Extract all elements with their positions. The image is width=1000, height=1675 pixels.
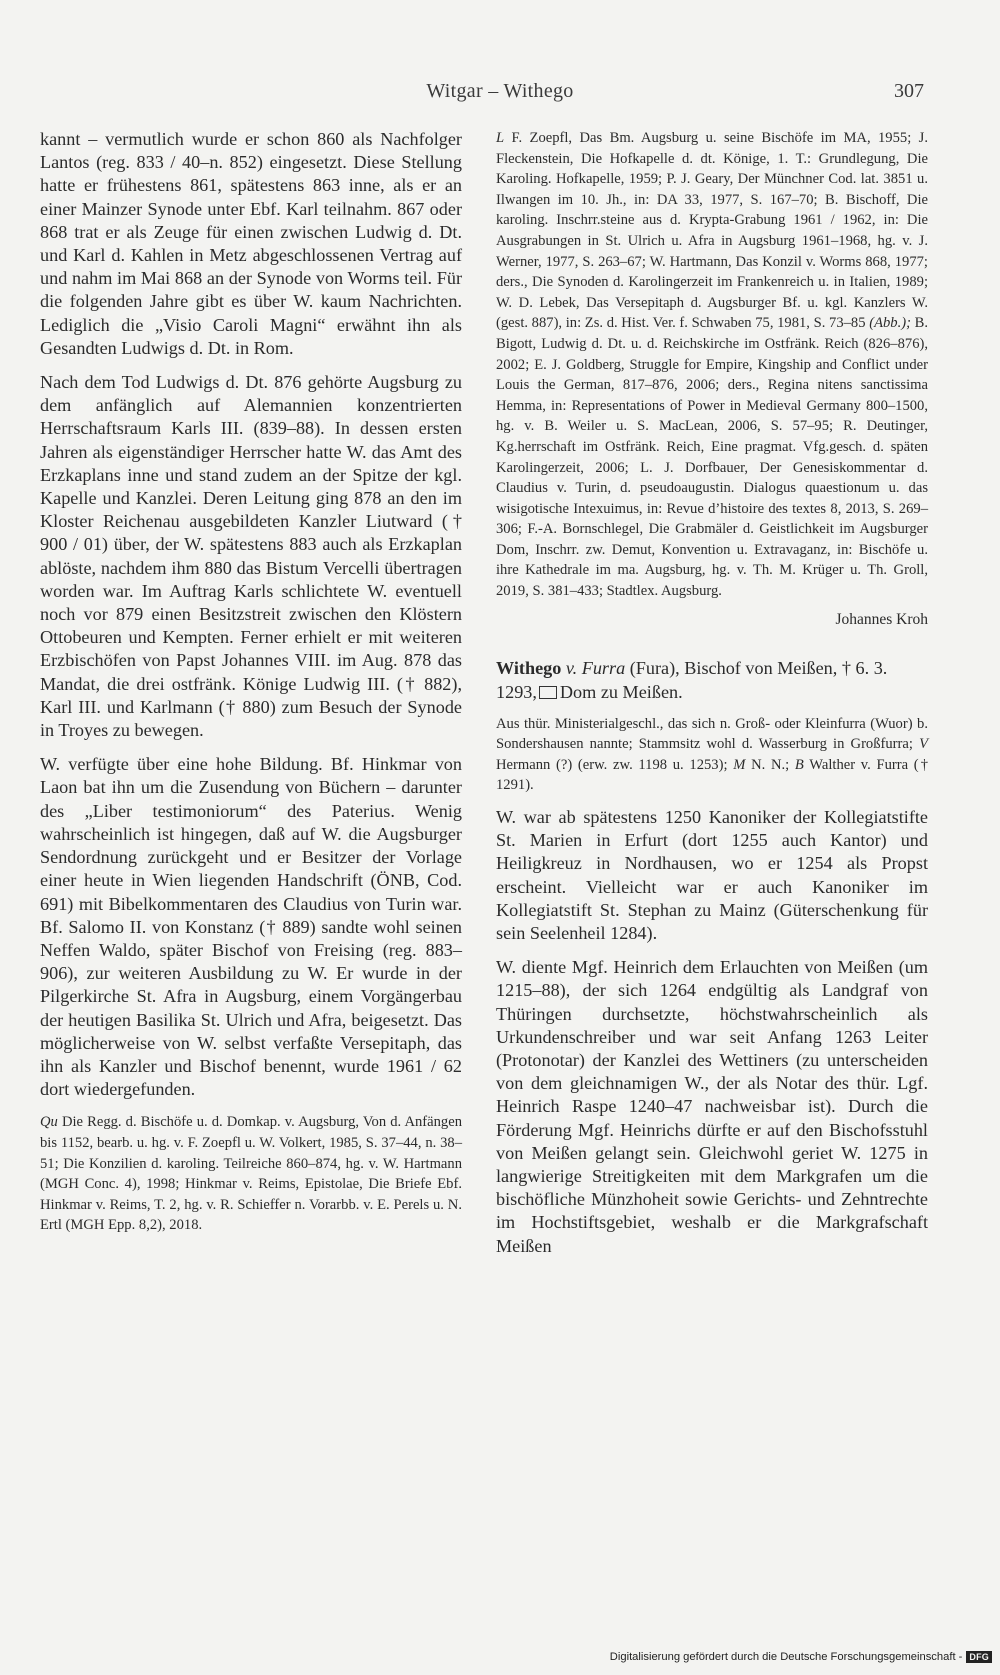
left-column	[40, 128, 462, 1244]
running-header	[0, 80, 1000, 110]
literature-text-a: F. Zoepfl, Das Bm. Augsburg u. seine Bischöfe im MA, 1955; J. Fleckenstein, Die Hofkapelle d. dt. Könige, 1. T.: Grundlegung, Die Karoling. Hofkapelle, 1959; P. J. Geary, Der Münchner Cod. lat. 3851 u. Ilwangen im 10. Jh., in: DA 33, 1977, S. 167–70; B. Bischoff, Die karoling. Inschrr.steine aus d. Krypta-Grabung 1961 / 1962, in: Die Ausgrabungen in St. Ulrich u. Afra in Augsburg 1961–1968, hg. v. J. Werner, 1977, S. 263–67; W. Hartmann, Das Konzil v. Worms 868, 1977; ders., Die Synoden d. Karolingerzeit im Frankenreich u. in Italien, 1989; W. D. Lebek, Das Versepitaph d. Augsburger Bf. u. kgl. Kanzlers W. (gest. 887), in: Zs. d. Hist. Ver. f. Schwaben 75, 1981, S. 73–85	[496, 130, 928, 332]
mother-text: N. N.;	[751, 756, 790, 773]
entry-place: Furra	[581, 657, 626, 678]
genealogy-text: Aus thür. Ministerialgeschl., das sich n. Groß- oder Kleinfurra (Wuor) b. Sondershausen nannte; Stammsitz wohl d. Wasserburg in Großfurra;	[496, 715, 928, 753]
literature-text-b: B. Bigott, Ludwig d. Dt. u. d. Reichskirche im Ostfränk. Reich (826–876), 2002; E. J. Goldberg, Struggle for Empire, Kingship and Conflict under Louis the German, 817–876, 2006; ders., Regina nitens sanctissima Hemma, in: Representations of Power in Medieval Germany 800–1500, hg. v. B. Weiler u. S. MacLean, 2006, S. 57–95; R. Deutinger, Kg.herrschaft im Ostfränk. Reich, Eine pragmat. Vfg.gesch. d. späten Karolingerzeit, 2006; L. J. Dorfbauer, Der Genesiskommentar d. Claudius v. Turin, d. pseudoaugustin. Dialogus quaestionum u. das wisigotische Intexuimus, in: Revue d’histoire des textes 8, 2013, S. 269–306; F.-A. Bornschlegel, Die Grabmäler d. Geistlichkeit im Augsburger Dom, Inschrr. zw. Demut, Konvention u. Extravaganz, in: Bischöfe u. ihre Kathedrale im ma. Augsburg, hg. v. Th. M. Krüger u. Th. Groll, 2019, S. 381–433; Stadtlex. Augsburg.	[496, 315, 929, 600]
footer-text: Digitalisierung gefördert durch die Deutsche Forschungsgemeinschaft -	[609, 1651, 963, 1663]
brother-text: Walther v. Furra († 1291).	[496, 756, 928, 794]
left-paragraph-2: Nach dem Tod Ludwigs d. Dt. 876 gehörte Augsburg zu dem anfänglich auf Alemannien konzentrierten Herrschaftsraum Karls III. (839–88). In dessen ersten Jahren als eigenständiger Herrscher hatte W. das Amt des Erzkaplans inne und stand zudem an der Spitze der kgl. Kapelle und Kanzlei. Deren Leitung ging 878 an den im Kloster Reichenau ausgebildeten Kanzler Liutward († 900 / 01) über, der W. spätestens 883 auch als Erzkaplan ablöste, nachdem ihm 880 das Bistum Vercelli übertragen worden war. Im Auftrag Karls schlichtete W. eventuell noch vor 879 einen Besitzstreit zwischen den Klöstern Ottobeuren und Kempten. Ferner erhielt er mit weiteren Erzbischöfen von Papst Johannes VIII. im Aug. 878 das Mandat, die drei ostfränk. Könige Ludwig III. († 882), Karl III. und Karlmann († 880) zum Besuch der Synode in Troyes zu bewegen.	[40, 372, 462, 741]
sources-block	[40, 1112, 462, 1236]
dfg-logo: DFG	[966, 1651, 992, 1663]
brother-marker: B	[794, 756, 804, 773]
left-paragraph-3: W. verfügte über eine hohe Bildung. Bf. Hinkmar von Laon bat ihn um die Zusendung von Büchern – darunter des „Liber testimoniorum“ des Paterius. Wenig wahrscheinlich ist hingegen, daß auf W. die Augsburger Sendordnung zurückgeht und er Besitzer der Vorlage einer heute in Wien liegenden Handschrift (ÖNB, Cod. 691) mit Bibelkommentaren des Claudius von Turin war. Bf. Salomo II. von Konstanz († 889) sandte wohl seinen Neffen Waldo, später Bischof von Freising (reg. 883–906), zur weiteren Ausbildung zu W. Er wurde in der Pilgerkirche St. Afra in Augsburg, einem Vorgängerbau der heutigen Basilika St. Ulrich und Afra, beigesetzt. Das möglicherweise von W. selbst verfaßte Versepitaph, das ihn als Kanzler und Bischof benennt, wurde 1961 / 62 dort wiedergefunden.	[40, 754, 462, 1100]
entry-v: v.	[565, 657, 578, 678]
article-author: Johannes Kroh	[835, 610, 928, 628]
sources-marker: Qu	[40, 1114, 58, 1131]
page-number: 307	[894, 80, 924, 102]
digitization-footer	[610, 1651, 992, 1663]
right-column	[496, 128, 928, 1269]
entry-rest: (Fura), Bischof von Meißen, † 6. 3. 1293,	[496, 657, 888, 702]
father-marker: V	[919, 736, 928, 753]
literature-abb: (Abb.);	[869, 315, 911, 332]
entry-grave-place: Dom zu Meißen.	[559, 681, 683, 702]
literature-marker: L	[496, 130, 505, 146]
left-paragraph-1: kannt – vermutlich wurde er schon 860 als Nachfolger Lantos (reg. 833 / 40–n. 852) eingesetzt. Diese Stellung hatte er frühestens 861, spätestens 863 inne, als er an einer Mainzer Synode unter Ebf. Karl teilnahm. 867 oder 868 trat er als Zeuge für einen zwischen Ludwig d. Dt. und Karl d. Kahlen in Metz abgeschlossenen Vertrag auf und nahm im Mai 868 an der Synode von Worms teil. Für die folgenden Jahre gibt es über W. kaum Nachrichten. Lediglich die „Visio Caroli Magni“ erwähnt ihn als Gesandten Ludwigs d. Dt. in Rom.	[40, 129, 462, 358]
literature-block	[496, 128, 928, 602]
grave-icon	[539, 686, 557, 699]
right-paragraph-2: W. diente Mgf. Heinrich dem Erlauchten von Meißen (um 1215–88), der sich 1264 endgültig als Landgraf von Thüringen durchsetzte, höchstwahrscheinlich als Urkundenschreiber und war seit Anfang 1263 Leiter (Protonotar) der Kanzlei des Wettiners (zu unterscheiden von dem gleichnamigen W., der als Notar des thür. Lgf. Heinrich Raspe 1240–47 nachweisbar ist). Durch die Förderung Mgf. Heinrichs dürfte er auf den Bischofsstuhl von Meißen gelangt sein. Gleichwohl geriet W. 1275 in langwierige Streitigkeiten mit dem Markgrafen um die bischöfliche Münzhoheit sowie Gerichts- und Zehntrechte im Hochstiftsgebiet, weshalb er die Markgrafschaft Meißen	[496, 957, 928, 1256]
running-title: Witgar – Withego	[426, 80, 574, 102]
right-paragraph-1: W. war ab spätestens 1250 Kanoniker der Kollegiatstifte St. Marien in Erfurt (dort 1255 auch Kantor) und Heiligkreuz in Nordhausen, wo er 1254 als Propst erscheint. Vielleicht war er auch Kanoniker im Kollegiatstift St. Stephan zu Mainz (Güterschenkung für sein Seelenheil 1284).	[496, 807, 928, 944]
genealogy-note	[496, 714, 928, 796]
entry-heading	[496, 656, 928, 704]
mother-marker: M	[733, 756, 746, 773]
father-text: Hermann (?) (erw. zw. 1198 u. 1253);	[496, 756, 728, 773]
sources-text: Die Regg. d. Bischöfe u. d. Domkap. v. Augsburg, Von d. Anfängen bis 1152, bearb. u. hg. v. F. Zoepfl u. W. Volkert, 1985, S. 37–44, n. 38–51; Die Konzilien d. karoling. Teilreiche 860–874, hg. v. W. Hartmann (MGH Conc. 4), 1998; Hinkmar v. Reims, Epistolae, Die Briefe Ebf. Hinkmar v. Reims, T. 2, hg. v. R. Schieffer n. Vorarbb. v. E. Perels u. N. Ertl (MGH Epp. 8,2), 2018.	[40, 1114, 462, 1234]
entry-lemma: Withego	[496, 657, 562, 678]
